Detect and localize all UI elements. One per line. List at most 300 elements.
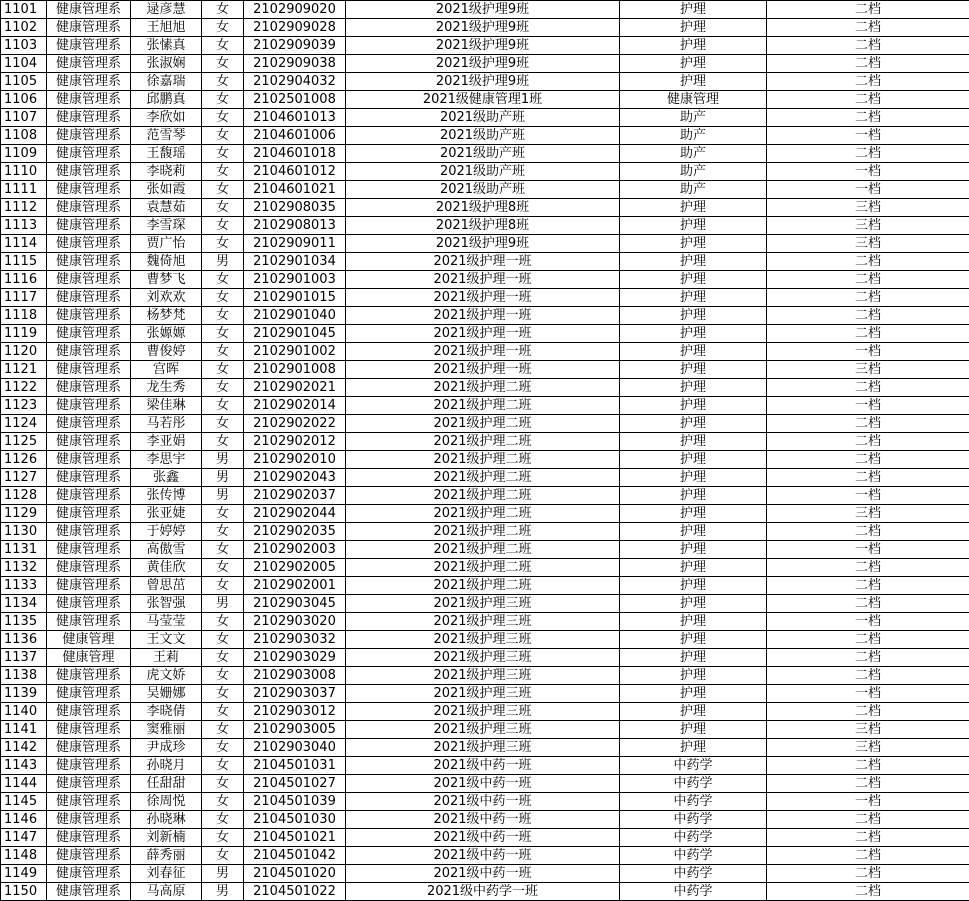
class-cell: 2021级护理二班 — [346, 415, 620, 433]
name-cell: 宫晖 — [131, 361, 202, 379]
gender-cell: 女 — [202, 163, 244, 181]
class-cell: 2021级护理9班 — [346, 73, 620, 91]
grade-level-cell: 三档 — [767, 235, 969, 253]
grade-level-cell: 二档 — [767, 757, 969, 775]
grade-level-cell: 二档 — [767, 91, 969, 109]
gender-cell: 女 — [202, 613, 244, 631]
gender-cell: 女 — [202, 145, 244, 163]
gender-cell: 女 — [202, 415, 244, 433]
grade-level-cell: 二档 — [767, 595, 969, 613]
table-row — [1, 217, 969, 235]
major-cell: 护理 — [620, 19, 767, 37]
student-id-cell: 2102903029 — [244, 649, 346, 667]
table-row — [1, 649, 969, 667]
gender-cell: 女 — [202, 271, 244, 289]
name-cell: 徐周悦 — [131, 793, 202, 811]
major-cell: 护理 — [620, 685, 767, 703]
name-cell: 任甜甜 — [131, 775, 202, 793]
class-cell: 2021级护理二班 — [346, 433, 620, 451]
gender-cell: 女 — [202, 343, 244, 361]
gender-cell: 女 — [202, 739, 244, 757]
row-index-cell: 1125 — [1, 433, 47, 451]
major-cell: 护理 — [620, 523, 767, 541]
grade-level-cell: 一档 — [767, 181, 969, 199]
row-index-cell: 1145 — [1, 793, 47, 811]
row-index-cell: 1139 — [1, 685, 47, 703]
gender-cell: 女 — [202, 775, 244, 793]
department-cell: 健康管理系 — [47, 433, 131, 451]
student-id-cell: 2102902035 — [244, 523, 346, 541]
major-cell: 护理 — [620, 451, 767, 469]
student-id-cell: 2102903012 — [244, 703, 346, 721]
major-cell: 护理 — [620, 73, 767, 91]
name-cell: 薛秀丽 — [131, 847, 202, 865]
gender-cell: 女 — [202, 307, 244, 325]
student-id-cell: 2102903040 — [244, 739, 346, 757]
table-row — [1, 307, 969, 325]
department-cell: 健康管理系 — [47, 253, 131, 271]
table-row — [1, 739, 969, 757]
student-id-cell: 2102901002 — [244, 343, 346, 361]
grade-level-cell: 二档 — [767, 703, 969, 721]
grade-level-cell: 三档 — [767, 217, 969, 235]
department-cell: 健康管理系 — [47, 757, 131, 775]
name-cell: 孙晓琳 — [131, 811, 202, 829]
gender-cell: 女 — [202, 811, 244, 829]
major-cell: 护理 — [620, 235, 767, 253]
table-row — [1, 145, 969, 163]
gender-cell: 女 — [202, 505, 244, 523]
name-cell: 李晓莉 — [131, 163, 202, 181]
gender-cell: 女 — [202, 19, 244, 37]
gender-cell: 女 — [202, 631, 244, 649]
row-index-cell: 1132 — [1, 559, 47, 577]
table-row — [1, 271, 969, 289]
class-cell: 2021级护理二班 — [346, 487, 620, 505]
table-row — [1, 379, 969, 397]
grade-level-cell: 一档 — [767, 685, 969, 703]
row-index-cell: 1137 — [1, 649, 47, 667]
table-row — [1, 865, 969, 883]
department-cell: 健康管理系 — [47, 559, 131, 577]
grade-level-cell: 二档 — [767, 649, 969, 667]
table-row — [1, 253, 969, 271]
row-index-cell: 1112 — [1, 199, 47, 217]
row-index-cell: 1150 — [1, 883, 47, 901]
grade-level-cell: 二档 — [767, 73, 969, 91]
class-cell: 2021级护理三班 — [346, 613, 620, 631]
student-id-cell: 2104501020 — [244, 865, 346, 883]
row-index-cell: 1131 — [1, 541, 47, 559]
gender-cell: 女 — [202, 289, 244, 307]
student-id-cell: 2102901003 — [244, 271, 346, 289]
table-row — [1, 109, 969, 127]
table-row — [1, 757, 969, 775]
class-cell: 2021级护理三班 — [346, 667, 620, 685]
class-cell: 2021级护理二班 — [346, 577, 620, 595]
gender-cell: 女 — [202, 379, 244, 397]
name-cell: 张鑫 — [131, 469, 202, 487]
department-cell: 健康管理系 — [47, 217, 131, 235]
student-id-cell: 2104501027 — [244, 775, 346, 793]
gender-cell: 女 — [202, 1, 244, 19]
grade-level-cell: 二档 — [767, 307, 969, 325]
major-cell: 护理 — [620, 739, 767, 757]
student-id-cell: 2102903005 — [244, 721, 346, 739]
grade-level-cell: 一档 — [767, 127, 969, 145]
department-cell: 健康管理系 — [47, 685, 131, 703]
row-index-cell: 1122 — [1, 379, 47, 397]
student-id-cell: 2102902014 — [244, 397, 346, 415]
student-id-cell: 2104601021 — [244, 181, 346, 199]
table-row — [1, 37, 969, 55]
grade-level-cell: 二档 — [767, 469, 969, 487]
student-id-cell: 2102903037 — [244, 685, 346, 703]
department-cell: 健康管理系 — [47, 811, 131, 829]
name-cell: 龙生秀 — [131, 379, 202, 397]
row-index-cell: 1102 — [1, 19, 47, 37]
class-cell: 2021级护理三班 — [346, 631, 620, 649]
class-cell: 2021级护理9班 — [346, 37, 620, 55]
major-cell: 护理 — [620, 577, 767, 595]
class-cell: 2021级护理9班 — [346, 1, 620, 19]
class-cell: 2021级中药一班 — [346, 775, 620, 793]
student-id-cell: 2102909020 — [244, 1, 346, 19]
row-index-cell: 1105 — [1, 73, 47, 91]
department-cell: 健康管理系 — [47, 793, 131, 811]
major-cell: 护理 — [620, 397, 767, 415]
gender-cell: 女 — [202, 559, 244, 577]
department-cell: 健康管理系 — [47, 775, 131, 793]
row-index-cell: 1107 — [1, 109, 47, 127]
row-index-cell: 1133 — [1, 577, 47, 595]
class-cell: 2021级护理一班 — [346, 289, 620, 307]
student-id-cell: 2102902005 — [244, 559, 346, 577]
gender-cell: 女 — [202, 649, 244, 667]
grade-level-cell: 一档 — [767, 793, 969, 811]
class-cell: 2021级护理二班 — [346, 505, 620, 523]
department-cell: 健康管理系 — [47, 37, 131, 55]
major-cell: 护理 — [620, 433, 767, 451]
class-cell: 2021级护理8班 — [346, 199, 620, 217]
table-row — [1, 793, 969, 811]
student-id-cell: 2102901015 — [244, 289, 346, 307]
row-index-cell: 1147 — [1, 829, 47, 847]
name-cell: 张传博 — [131, 487, 202, 505]
department-cell: 健康管理系 — [47, 451, 131, 469]
grade-level-cell: 二档 — [767, 559, 969, 577]
gender-cell: 女 — [202, 703, 244, 721]
name-cell: 尹成珍 — [131, 739, 202, 757]
grade-level-cell: 一档 — [767, 541, 969, 559]
grade-level-cell: 三档 — [767, 721, 969, 739]
gender-cell: 女 — [202, 181, 244, 199]
name-cell: 张亚婕 — [131, 505, 202, 523]
department-cell: 健康管理系 — [47, 109, 131, 127]
major-cell: 中药学 — [620, 757, 767, 775]
major-cell: 中药学 — [620, 847, 767, 865]
department-cell: 健康管理系 — [47, 73, 131, 91]
table-row — [1, 685, 969, 703]
grade-level-cell: 二档 — [767, 109, 969, 127]
name-cell: 曾思茁 — [131, 577, 202, 595]
department-cell: 健康管理系 — [47, 343, 131, 361]
class-cell: 2021级护理三班 — [346, 703, 620, 721]
grade-level-cell: 三档 — [767, 505, 969, 523]
department-cell: 健康管理系 — [47, 199, 131, 217]
class-cell: 2021级护理三班 — [346, 721, 620, 739]
major-cell: 护理 — [620, 703, 767, 721]
student-id-cell: 2102909011 — [244, 235, 346, 253]
class-cell: 2021级护理二班 — [346, 559, 620, 577]
department-cell: 健康管理系 — [47, 127, 131, 145]
student-id-cell: 2102901008 — [244, 361, 346, 379]
grade-level-cell: 二档 — [767, 325, 969, 343]
department-cell: 健康管理系 — [47, 19, 131, 37]
table-body — [1, 1, 969, 901]
student-id-cell: 2102902010 — [244, 451, 346, 469]
grade-level-cell: 二档 — [767, 415, 969, 433]
class-cell: 2021级健康管理1班 — [346, 91, 620, 109]
department-cell: 健康管理系 — [47, 415, 131, 433]
gender-cell: 女 — [202, 667, 244, 685]
major-cell: 护理 — [620, 343, 767, 361]
major-cell: 助产 — [620, 127, 767, 145]
row-index-cell: 1146 — [1, 811, 47, 829]
department-cell: 健康管理系 — [47, 361, 131, 379]
table-row — [1, 397, 969, 415]
table-row — [1, 505, 969, 523]
student-id-cell: 2102903008 — [244, 667, 346, 685]
table-row — [1, 163, 969, 181]
student-id-cell: 2104601018 — [244, 145, 346, 163]
gender-cell: 女 — [202, 685, 244, 703]
name-cell: 逯彦慧 — [131, 1, 202, 19]
department-cell: 健康管理系 — [47, 595, 131, 613]
student-id-cell: 2102902022 — [244, 415, 346, 433]
student-id-cell: 2102904032 — [244, 73, 346, 91]
department-cell: 健康管理系 — [47, 487, 131, 505]
student-id-cell: 2102902043 — [244, 469, 346, 487]
gender-cell: 女 — [202, 91, 244, 109]
department-cell: 健康管理 — [47, 649, 131, 667]
department-cell: 健康管理系 — [47, 397, 131, 415]
row-index-cell: 1116 — [1, 271, 47, 289]
grade-level-cell: 三档 — [767, 361, 969, 379]
department-cell: 健康管理系 — [47, 289, 131, 307]
class-cell: 2021级护理二班 — [346, 379, 620, 397]
class-cell: 2021级护理二班 — [346, 397, 620, 415]
class-cell: 2021级护理二班 — [346, 451, 620, 469]
grade-level-cell: 二档 — [767, 847, 969, 865]
major-cell: 护理 — [620, 469, 767, 487]
table-row — [1, 631, 969, 649]
grade-level-cell: 二档 — [767, 631, 969, 649]
row-index-cell: 1124 — [1, 415, 47, 433]
student-id-cell: 2102901045 — [244, 325, 346, 343]
table-row — [1, 847, 969, 865]
department-cell: 健康管理系 — [47, 703, 131, 721]
row-index-cell: 1117 — [1, 289, 47, 307]
class-cell: 2021级助产班 — [346, 109, 620, 127]
department-cell: 健康管理系 — [47, 55, 131, 73]
row-index-cell: 1109 — [1, 145, 47, 163]
major-cell: 中药学 — [620, 811, 767, 829]
student-id-cell: 2102909039 — [244, 37, 346, 55]
gender-cell: 女 — [202, 217, 244, 235]
name-cell: 高傲雪 — [131, 541, 202, 559]
department-cell: 健康管理系 — [47, 91, 131, 109]
table-row — [1, 559, 969, 577]
name-cell: 王旭旭 — [131, 19, 202, 37]
department-cell: 健康管理系 — [47, 865, 131, 883]
name-cell: 张如霞 — [131, 181, 202, 199]
table-row — [1, 325, 969, 343]
name-cell: 王馥瑶 — [131, 145, 202, 163]
gender-cell: 女 — [202, 37, 244, 55]
major-cell: 护理 — [620, 559, 767, 577]
department-cell: 健康管理系 — [47, 145, 131, 163]
gender-cell: 女 — [202, 199, 244, 217]
row-index-cell: 1130 — [1, 523, 47, 541]
table-row — [1, 541, 969, 559]
gender-cell: 女 — [202, 847, 244, 865]
class-cell: 2021级助产班 — [346, 163, 620, 181]
major-cell: 护理 — [620, 307, 767, 325]
name-cell: 贾广怡 — [131, 235, 202, 253]
gender-cell: 女 — [202, 793, 244, 811]
class-cell: 2021级护理二班 — [346, 469, 620, 487]
major-cell: 护理 — [620, 541, 767, 559]
student-id-cell: 2104601013 — [244, 109, 346, 127]
table-row — [1, 415, 969, 433]
major-cell: 中药学 — [620, 883, 767, 901]
grade-level-cell: 一档 — [767, 613, 969, 631]
student-id-cell: 2102909028 — [244, 19, 346, 37]
class-cell: 2021级护理三班 — [346, 739, 620, 757]
gender-cell: 男 — [202, 883, 244, 901]
name-cell: 孙晓月 — [131, 757, 202, 775]
gender-cell: 女 — [202, 433, 244, 451]
class-cell: 2021级护理一班 — [346, 325, 620, 343]
name-cell: 杨梦梵 — [131, 307, 202, 325]
department-cell: 健康管理系 — [47, 325, 131, 343]
gender-cell: 女 — [202, 235, 244, 253]
row-index-cell: 1101 — [1, 1, 47, 19]
table-row — [1, 595, 969, 613]
department-cell: 健康管理系 — [47, 235, 131, 253]
major-cell: 中药学 — [620, 865, 767, 883]
table-row — [1, 883, 969, 901]
class-cell: 2021级护理9班 — [346, 55, 620, 73]
table-row — [1, 127, 969, 145]
row-index-cell: 1121 — [1, 361, 47, 379]
row-index-cell: 1103 — [1, 37, 47, 55]
department-cell: 健康管理系 — [47, 667, 131, 685]
major-cell: 护理 — [620, 199, 767, 217]
name-cell: 李晓倩 — [131, 703, 202, 721]
row-index-cell: 1123 — [1, 397, 47, 415]
major-cell: 护理 — [620, 325, 767, 343]
class-cell: 2021级护理二班 — [346, 541, 620, 559]
row-index-cell: 1114 — [1, 235, 47, 253]
grade-level-cell: 二档 — [767, 433, 969, 451]
student-id-cell: 2104601012 — [244, 163, 346, 181]
table-row — [1, 721, 969, 739]
table-row — [1, 343, 969, 361]
gender-cell: 男 — [202, 865, 244, 883]
table-row — [1, 91, 969, 109]
table-row — [1, 289, 969, 307]
name-cell: 刘春征 — [131, 865, 202, 883]
department-cell: 健康管理系 — [47, 271, 131, 289]
class-cell: 2021级护理一班 — [346, 253, 620, 271]
department-cell: 健康管理系 — [47, 721, 131, 739]
class-cell: 2021级中药一班 — [346, 865, 620, 883]
table-row — [1, 613, 969, 631]
major-cell: 中药学 — [620, 829, 767, 847]
class-cell: 2021级护理一班 — [346, 271, 620, 289]
department-cell: 健康管理系 — [47, 379, 131, 397]
major-cell: 健康管理 — [620, 91, 767, 109]
gender-cell: 男 — [202, 469, 244, 487]
student-id-cell: 2102902021 — [244, 379, 346, 397]
row-index-cell: 1134 — [1, 595, 47, 613]
gender-cell: 男 — [202, 451, 244, 469]
gender-cell: 男 — [202, 487, 244, 505]
major-cell: 护理 — [620, 1, 767, 19]
major-cell: 护理 — [620, 667, 767, 685]
gender-cell: 女 — [202, 73, 244, 91]
table-row — [1, 1, 969, 19]
grade-level-cell: 二档 — [767, 775, 969, 793]
table-row — [1, 829, 969, 847]
class-cell: 2021级护理三班 — [346, 649, 620, 667]
table-row — [1, 73, 969, 91]
department-cell: 健康管理系 — [47, 469, 131, 487]
student-id-cell: 2102901034 — [244, 253, 346, 271]
student-id-cell: 2102902037 — [244, 487, 346, 505]
department-cell: 健康管理系 — [47, 1, 131, 19]
row-index-cell: 1143 — [1, 757, 47, 775]
gender-cell: 女 — [202, 829, 244, 847]
department-cell: 健康管理系 — [47, 739, 131, 757]
class-cell: 2021级护理一班 — [346, 307, 620, 325]
student-id-cell: 2104501021 — [244, 829, 346, 847]
row-index-cell: 1144 — [1, 775, 47, 793]
name-cell: 张愫真 — [131, 37, 202, 55]
name-cell: 邱鹏真 — [131, 91, 202, 109]
grade-level-cell: 二档 — [767, 667, 969, 685]
name-cell: 窦雅丽 — [131, 721, 202, 739]
grade-level-cell: 二档 — [767, 865, 969, 883]
row-index-cell: 1138 — [1, 667, 47, 685]
major-cell: 护理 — [620, 505, 767, 523]
gender-cell: 女 — [202, 541, 244, 559]
name-cell: 虎文娇 — [131, 667, 202, 685]
row-index-cell: 1129 — [1, 505, 47, 523]
row-index-cell: 1118 — [1, 307, 47, 325]
name-cell: 刘欢欢 — [131, 289, 202, 307]
row-index-cell: 1140 — [1, 703, 47, 721]
name-cell: 李欣如 — [131, 109, 202, 127]
grade-level-cell: 二档 — [767, 829, 969, 847]
name-cell: 刘新楠 — [131, 829, 202, 847]
department-cell: 健康管理 — [47, 631, 131, 649]
row-index-cell: 1108 — [1, 127, 47, 145]
grade-level-cell: 二档 — [767, 379, 969, 397]
major-cell: 护理 — [620, 487, 767, 505]
